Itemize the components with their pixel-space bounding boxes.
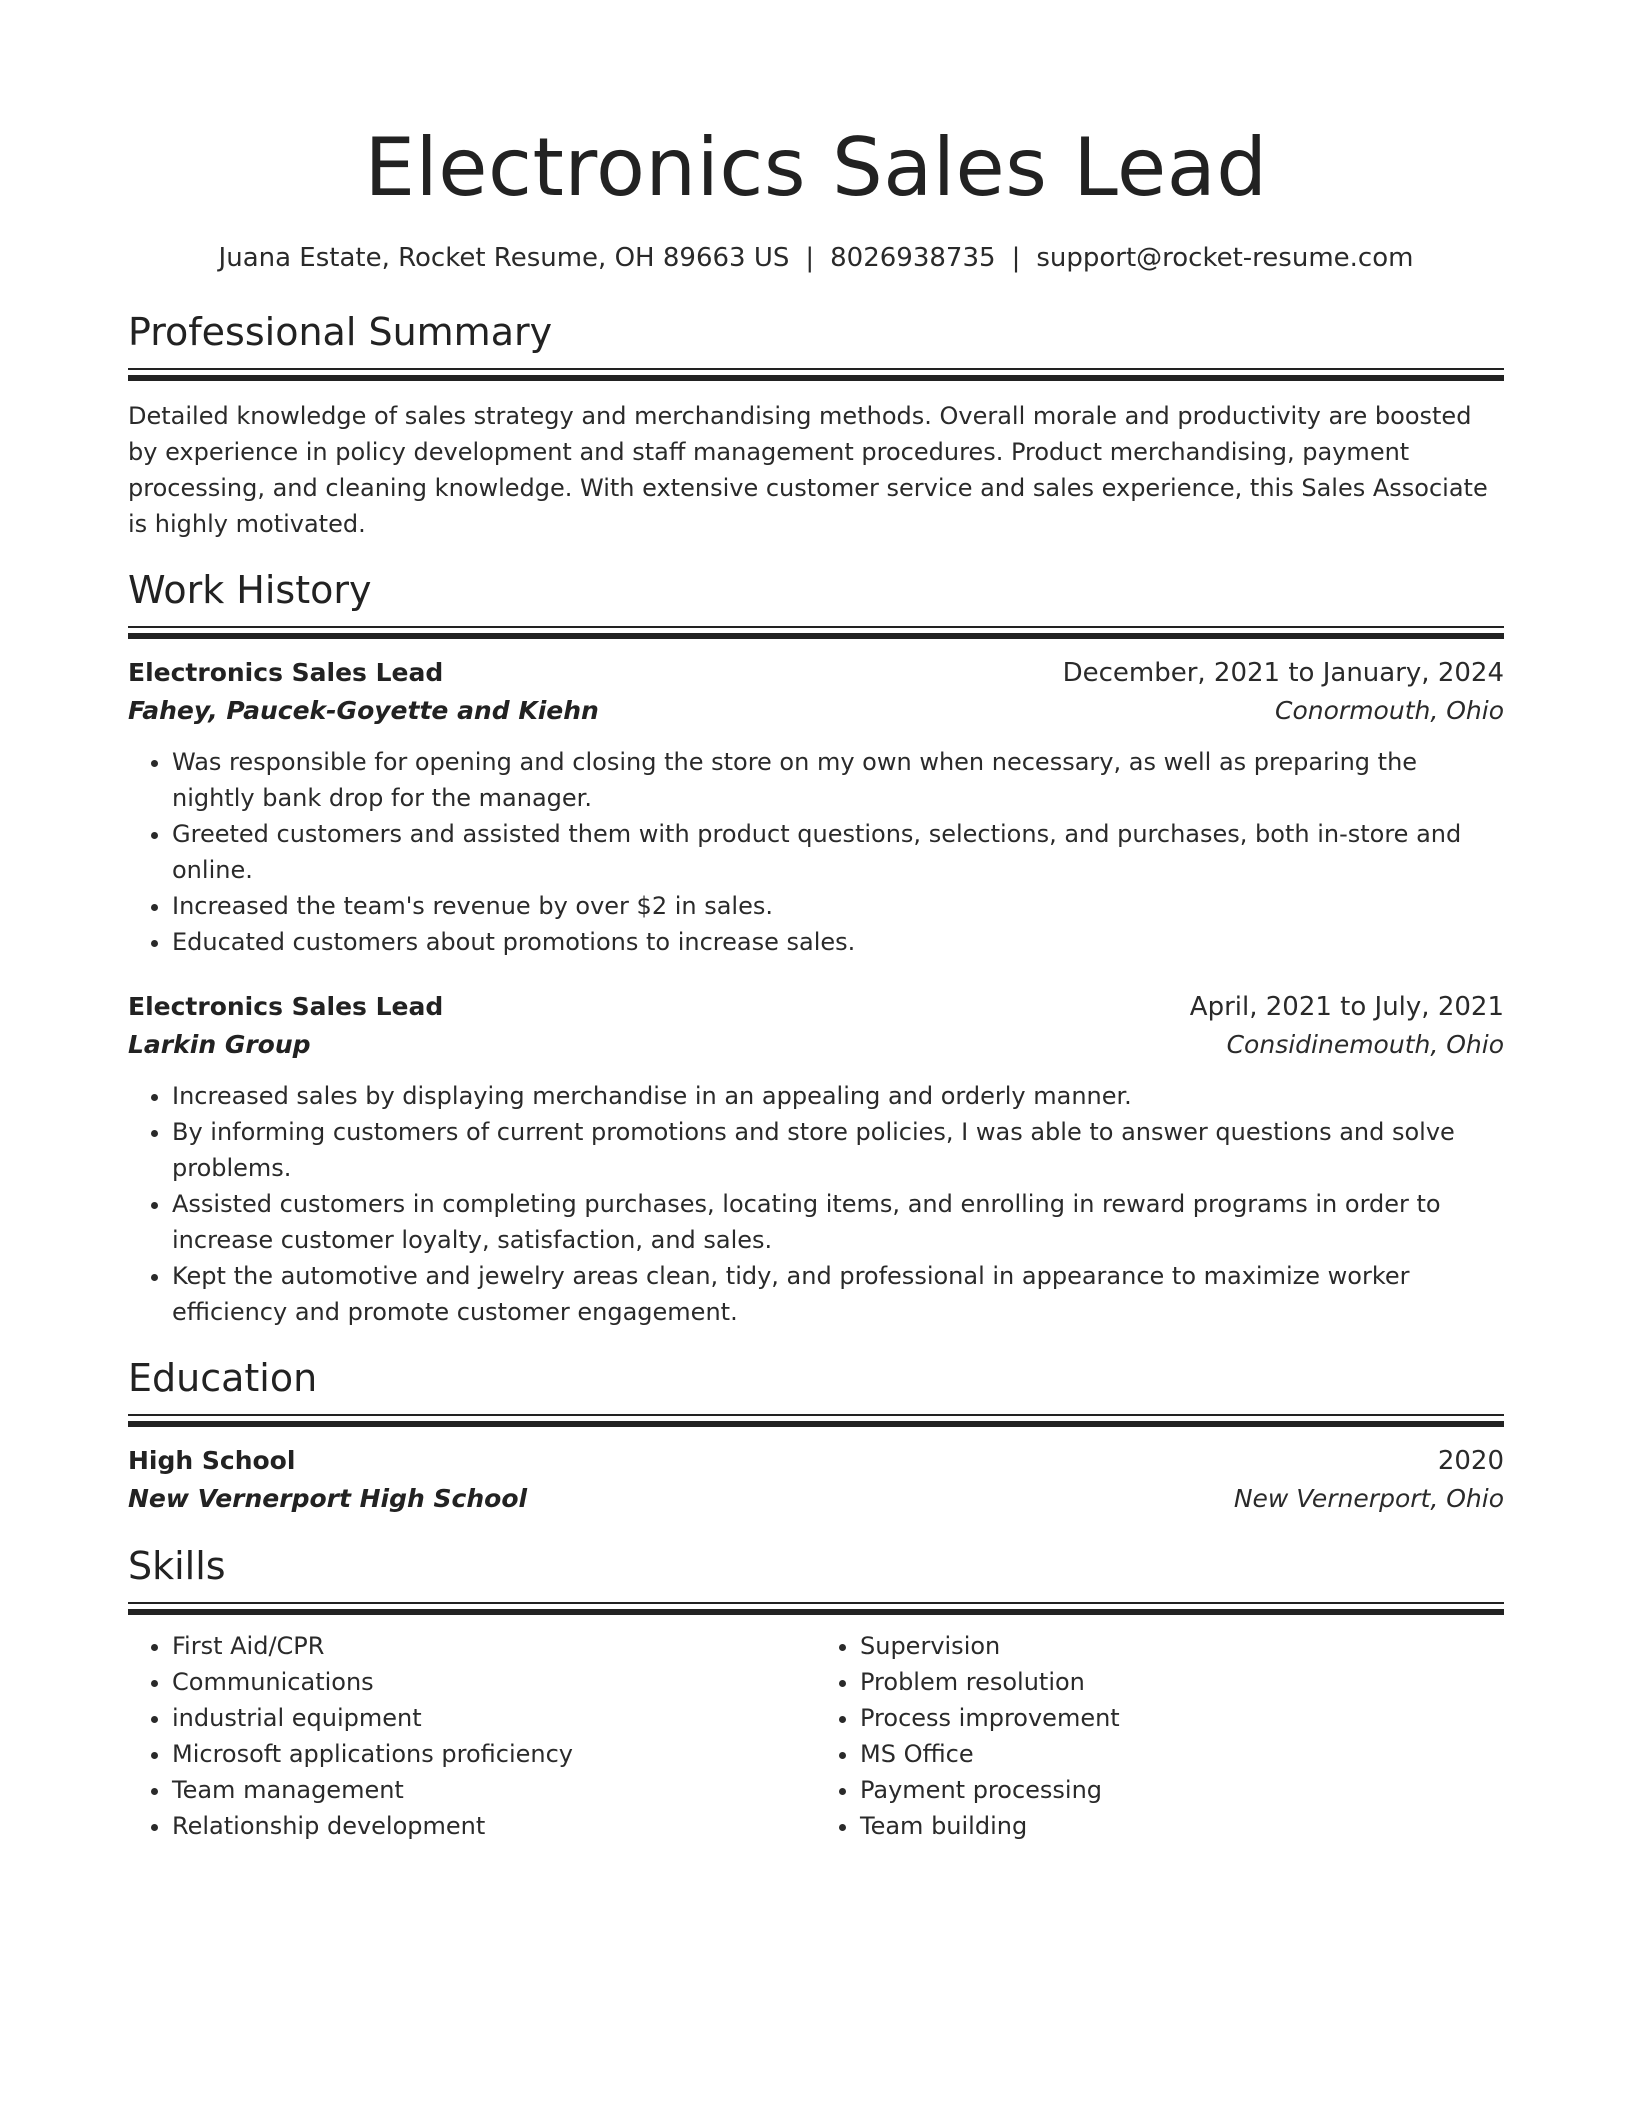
job-dates: December, 2021 to January, 2024 (1062, 658, 1504, 688)
section-divider (128, 626, 1504, 640)
summary-section (128, 308, 1504, 542)
skill-item: • Team management (172, 1772, 816, 1808)
job-company: Fahey, Paucek-Goyette and Kiehn (128, 696, 599, 725)
contact-line (128, 240, 1504, 276)
skills-section (128, 1542, 1504, 1844)
education-school-row (128, 1480, 1504, 1518)
education-header-row (128, 1442, 1504, 1480)
job-title: Electronics Sales Lead (128, 992, 444, 1021)
job-bullets (128, 1078, 1504, 1330)
skill-item: • Payment processing (860, 1772, 1504, 1808)
job-company-row (128, 1026, 1504, 1064)
skill-item: • Communications (172, 1664, 816, 1700)
education-entry (128, 1442, 1504, 1518)
skill-item: • Relationship development (172, 1808, 816, 1844)
work-history-section (128, 566, 1504, 1330)
job-entry (128, 654, 1504, 960)
skill-item: • First Aid/CPR (172, 1628, 816, 1664)
job-title: Electronics Sales Lead (128, 658, 444, 687)
education-location: New Vernerport, Ohio (1233, 1484, 1504, 1513)
education-heading: Education (128, 1356, 318, 1400)
job-bullet: • Assisted customers in completing purchases, locating items, and enrolling in reward programs in order to increase customer loyalty, satisfaction, and sales. (172, 1186, 1504, 1258)
job-bullets (128, 744, 1504, 960)
education-degree: High School (128, 1446, 296, 1475)
skills-column-left (128, 1628, 816, 1844)
contact-separator: | (1011, 243, 1021, 273)
job-location: Considinemouth, Ohio (1226, 1030, 1504, 1059)
education-section (128, 1354, 1504, 1518)
skill-item: • MS Office (860, 1736, 1504, 1772)
education-school: New Vernerport High School (128, 1484, 528, 1513)
contact-separator: | (805, 243, 815, 273)
section-divider (128, 1602, 1504, 1616)
skills-list (128, 1628, 816, 1844)
job-location: Conormouth, Ohio (1275, 696, 1504, 725)
work-history-heading: Work History (128, 568, 372, 612)
skills-list (816, 1628, 1504, 1844)
skills-column-right (816, 1628, 1504, 1844)
education-year: 2020 (1437, 1446, 1504, 1476)
skill-item: • Process improvement (860, 1700, 1504, 1736)
job-company: Larkin Group (128, 1030, 311, 1059)
job-bullet: • Kept the automotive and jewelry areas clean, tidy, and professional in appearance to maximize worker efficiency and promote customer engagement. (172, 1258, 1504, 1330)
summary-heading: Professional Summary (128, 310, 553, 354)
job-dates: April, 2021 to July, 2021 (1189, 992, 1504, 1022)
job-bullet: • By informing customers of current promotions and store policies, I was able to answer questions and solve problems. (172, 1114, 1504, 1186)
skills-heading: Skills (128, 1544, 226, 1588)
skills-grid (128, 1628, 1504, 1844)
section-divider (128, 368, 1504, 382)
job-bullet: • Was responsible for opening and closing the store on my own when necessary, as well as preparing the nightly bank drop for the manager. (172, 744, 1504, 816)
skill-item: • Supervision (860, 1628, 1504, 1664)
skill-item: • industrial equipment (172, 1700, 816, 1736)
job-bullet: • Greeted customers and assisted them with product questions, selections, and purchases, both in-store and online. (172, 816, 1504, 888)
contact-address: Juana Estate, Rocket Resume, OH 89663 US (218, 243, 790, 273)
skill-item: • Microsoft applications proficiency (172, 1736, 816, 1772)
resume-title: Electronics Sales Lead (364, 121, 1268, 214)
job-bullet: • Increased the team's revenue by over $2 in sales. (172, 888, 1504, 924)
contact-email: support@rocket-resume.com (1036, 243, 1414, 273)
skill-item: • Team building (860, 1808, 1504, 1844)
job-company-row (128, 692, 1504, 730)
job-header-row (128, 988, 1504, 1026)
section-divider (128, 1414, 1504, 1428)
skill-item: • Problem resolution (860, 1664, 1504, 1700)
job-bullet: • Increased sales by displaying merchandise in an appealing and orderly manner. (172, 1078, 1504, 1114)
contact-phone: 8026938735 (830, 243, 996, 273)
job-entry (128, 988, 1504, 1330)
job-bullet: • Educated customers about promotions to increase sales. (172, 924, 1504, 960)
job-header-row (128, 654, 1504, 692)
summary-text: Detailed knowledge of sales strategy and merchandising methods. Overall morale and productivity are boosted by experience in policy development and staff management procedures. Product merchandising, payment processing, and cleaning knowledge. With extensive customer service and sales experience, this Sales Associate is highly motivated. (128, 402, 1488, 538)
